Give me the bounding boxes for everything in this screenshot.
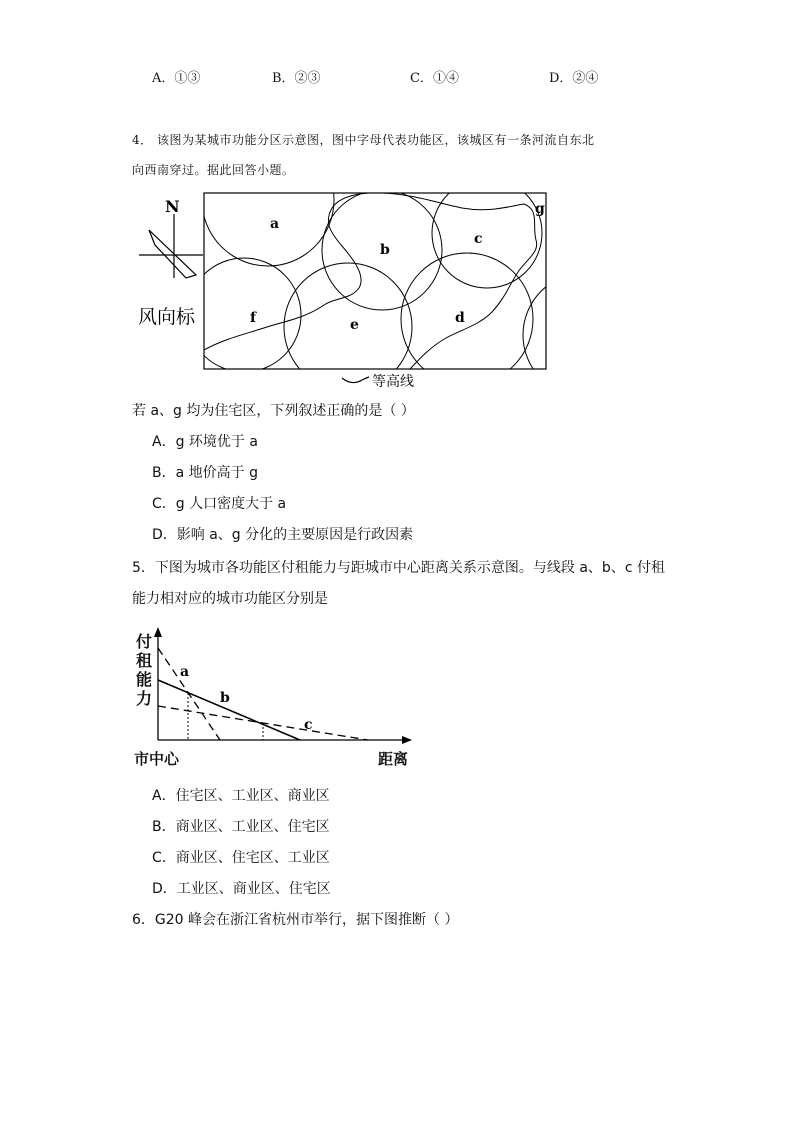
q5-option-c[interactable]: C．商业区、住宅区、工业区 (152, 850, 330, 866)
contour-circle-a (202, 190, 334, 266)
chart-xlabel-distance: 距离 (378, 750, 409, 768)
contour-circle-d (401, 253, 533, 385)
q4-option-b[interactable]: B．a 地价高于 g (152, 465, 258, 481)
q3-option-c[interactable]: C．①④ (410, 71, 459, 86)
q6-stem: 6．G20 峰会在浙江省杭州市举行，据下图推断（ ） (132, 912, 459, 928)
q3-option-a[interactable]: A．①③ (152, 71, 201, 86)
zone-f-label: f (250, 310, 257, 326)
q4-intro-line2: 向西南穿过。据此回答小题。 (132, 163, 295, 177)
q4-intro-line1: 4． 该图为某城市功能分区示意图，图中字母代表功能区，该城区有一条河流自东北 (132, 133, 595, 147)
series-c-label: c (304, 717, 313, 733)
x-axis-arrow (402, 736, 412, 744)
q4-question: 若 a、g 均为住宅区，下列叙述正确的是（ ） (132, 403, 415, 419)
zone-c-label: c (474, 231, 483, 247)
river (204, 193, 537, 369)
series-b-label: b (220, 690, 230, 706)
zone-b-label: b (380, 242, 390, 258)
wind-vane (139, 214, 203, 278)
q4-option-c[interactable]: C．g 人口密度大于 a (152, 496, 287, 512)
q3-options (0, 67, 794, 87)
series-a-label: a (180, 664, 190, 680)
chart-ylabel: 付租能力 (136, 632, 153, 708)
line-b (158, 680, 300, 740)
q4-option-a[interactable]: A．g 环境优于 a (152, 434, 258, 450)
zone-a-label: a (270, 216, 280, 232)
map-frame (204, 193, 546, 369)
zone-d-label: d (455, 310, 465, 326)
q5-stem-line1: 5．下图为城市各功能区付租能力与距城市中心距离关系示意图。与线段 a、b、c 付租 (132, 560, 665, 576)
contour-legend-label: 等高线 (372, 374, 414, 390)
chart-xlabel-origin: 市中心 (134, 750, 180, 768)
wind-vane-shape (149, 230, 196, 278)
contour-legend-icon (342, 377, 369, 383)
zone-e-label: e (350, 317, 359, 333)
q5-stem-line2: 能力相对应的城市功能区分别是 (132, 591, 328, 607)
zone-g-label: g (535, 201, 545, 217)
q5-option-b[interactable]: B．商业区、工业区、住宅区 (152, 819, 330, 835)
contour-circle-edge (523, 273, 647, 390)
city-function-map (0, 190, 794, 390)
q4-option-d[interactable]: D．影响 a、g 分化的主要原因是行政因素 (152, 527, 414, 543)
y-axis-arrow (154, 627, 162, 637)
q5-option-a[interactable]: A．住宅区、工业区、商业区 (152, 788, 330, 804)
north-label: N (165, 197, 180, 216)
line-a (158, 648, 220, 740)
q3-option-b[interactable]: B．②③ (272, 71, 321, 86)
contour-circle-e (284, 263, 412, 390)
wind-vane-label: 风向标 (138, 306, 196, 328)
q3-option-d[interactable]: D．②④ (549, 71, 599, 86)
q5-option-d[interactable]: D．工业区、商业区、住宅区 (152, 881, 331, 897)
